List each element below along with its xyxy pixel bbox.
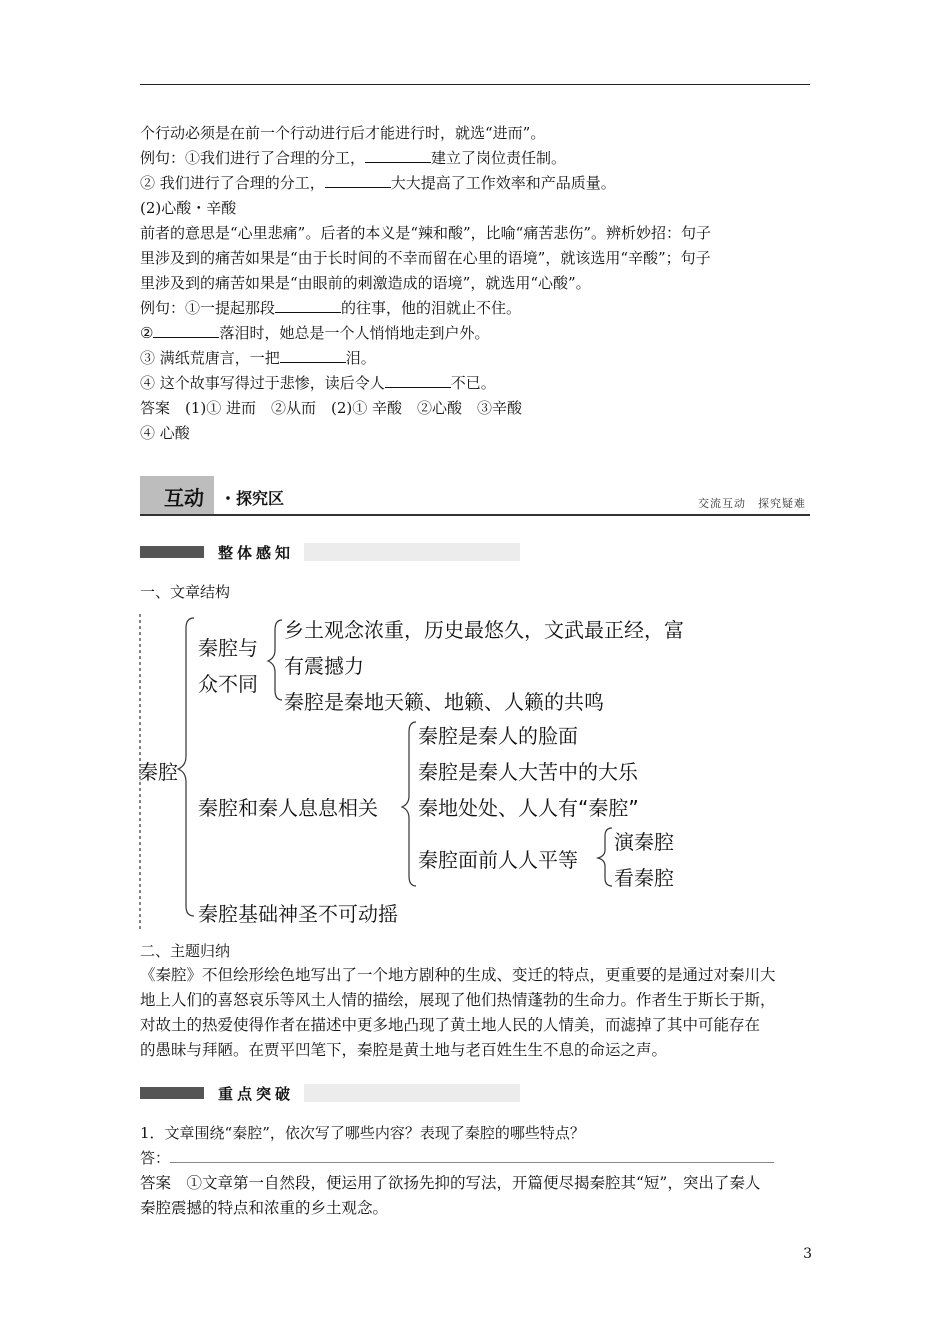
diagram-b2-item: 秦腔是秦人的脸面 xyxy=(418,724,578,748)
diagram-b2-item: 秦腔面前人人平等 xyxy=(418,848,578,872)
answer-1: 答案 ①文章第一自然段，便运用了欲扬先抑的写法，开篇便尽揭秦腔其“短”，突出了秦人 秦腔震撼的特点和浓重的乡土观念。 xyxy=(140,1174,761,1217)
subheading-bar-focus xyxy=(140,1084,520,1102)
section-header xyxy=(140,476,810,516)
section-subtitle: ・探究区 xyxy=(220,489,285,508)
theme-heading: 二、主题归纳 xyxy=(140,942,231,960)
brace-b1 xyxy=(268,620,282,700)
diagram-b2-item: 秦地处处、人人有“秦腔” xyxy=(418,796,639,820)
diagram-b1-item: 有震撼力 xyxy=(284,654,364,678)
section-rule xyxy=(140,514,810,516)
subheading-overall: 整体感知 xyxy=(212,542,300,563)
fill-blank xyxy=(365,146,431,163)
root-brace xyxy=(178,618,194,916)
page-number: 3 xyxy=(803,1246,812,1262)
diagram-b2-sub-item: 演秦腔 xyxy=(614,830,674,854)
subheading-bar-overall xyxy=(140,543,520,561)
diagram-b2: 秦腔和秦人息息相关 xyxy=(198,796,378,820)
question-1: 1．文章围绕“秦腔”，依次写了哪些内容？表现了秦腔的哪些特点？ 答： xyxy=(140,1121,810,1171)
section-tagline: 交流互动 探究疑难 xyxy=(698,497,806,510)
brace-b2-sub xyxy=(598,828,612,886)
intro-paragraph: 个行动必须是在前一个行动进行后才能进行时，就选“进而”。 例句：①我们进行了合理的分工， 建立了岗位责任制。 ② 我们进行了合理的分工， 大大提高了工作效率和产品质量。 (2)心酸・辛酸 前者的意思是“心里悲痛”。后者的本义是“辣和酸”，比喻“痛苦悲伤”。辨析妙招：句子 里涉及到的痛苦如果是“由于长时间的不幸而留在心里的语境”，就该选用“辛酸”；句子 里涉及到的痛苦如果是“由眼前的刺激造成的语境”，就选用“心酸”。 例句：①一提起那段 的往事，他的泪就止不住。 ② 落泪时，她总是一个人悄悄地走到户外。 ③ 满纸荒唐言，一把 泪。 ④ 这个故事写得过于悲惨，读后令人 不已。 答案 (1)① 进而 ②从而 (2)① 辛酸 ②心酸 ③辛酸 ④ 心酸 xyxy=(140,124,712,442)
diagram-b1-line1: 秦腔与 xyxy=(198,636,258,660)
subheading-focus: 重点突破 xyxy=(212,1083,300,1104)
diagram-b1-item: 乡土观念浓重，历史最悠久，文武最正经，富 xyxy=(284,618,684,642)
diagram-b1-item: 秦腔是秦地天籁、地籁、人籁的共鸣 xyxy=(284,690,604,714)
fill-blank xyxy=(280,346,346,363)
theme-paragraph: 《秦腔》不但绘形绘色地写出了一个地方剧种的生成、变迁的特点，更重要的是通过对秦川大 地上人们的喜怒哀乐等风土人情的描绘，展现了他们热情蓬勃的生命力。作者生于斯长于斯， 对故土的热爱使得作者在描述中更多地凸现了黄土地人民的人情美，而滤掉了其中可能存在 的愚昧与拜陋。在贾平凹笔下，秦腔是黄土地与老百姓生生不息的命运之声。 xyxy=(140,966,776,1059)
diagram-root: 秦腔 xyxy=(138,760,178,784)
fill-blank xyxy=(275,296,341,313)
diagram-b2-item: 秦腔是秦人大苦中的大乐 xyxy=(418,760,638,784)
structure-heading: 一、文章结构 xyxy=(140,583,231,601)
diagram-b1-line2: 众不同 xyxy=(198,672,258,696)
diagram-b2-sub-item: 看秦腔 xyxy=(614,866,674,890)
fill-blank xyxy=(385,371,451,388)
answer-line xyxy=(170,1146,774,1163)
header-rule xyxy=(140,84,810,85)
diagram-b3: 秦腔基础神圣不可动摇 xyxy=(198,902,398,926)
structure-diagram xyxy=(134,606,724,936)
answer-label: 答： xyxy=(140,1149,171,1167)
fill-blank xyxy=(325,171,391,188)
section-title: 互动 xyxy=(164,486,204,510)
fill-blank xyxy=(153,321,219,338)
brace-b2 xyxy=(402,722,416,886)
